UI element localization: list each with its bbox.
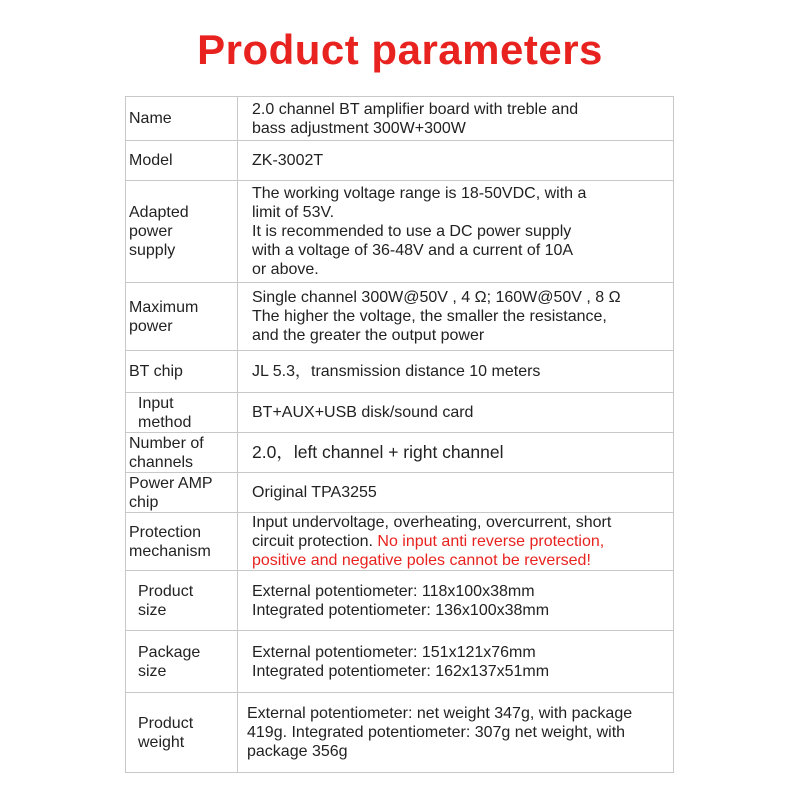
row-value-weight [238, 693, 674, 773]
value-line: limit of 53V. [252, 204, 335, 221]
label-line: size [138, 601, 167, 619]
label-line: mechanism [129, 542, 211, 560]
row-label-input-method [126, 393, 238, 433]
value-line: JL 5.3，transmission distance 10 meters [252, 363, 541, 380]
value-line: 419g. Integrated potentiometer: 307g net weight, with [247, 724, 626, 741]
row-label-channels [126, 433, 238, 473]
row-label-protection [126, 513, 238, 571]
label-line: method [138, 413, 192, 431]
label-line: supply [129, 242, 176, 259]
value-line: package 356g [247, 743, 348, 760]
value-line: The higher the voltage, the smaller the resistance, [252, 308, 607, 325]
value-line: with a voltage of 36-48V and a current of 10A [252, 242, 574, 259]
value-line: Integrated potentiometer: 136x100x38mm [252, 601, 550, 619]
value-line: The working voltage range is 18-50VDC, with a [252, 185, 587, 202]
table-row-name [126, 97, 674, 141]
table-row-product-size [126, 571, 674, 631]
row-label-model [126, 141, 238, 181]
table-row-power-supply [126, 181, 674, 283]
label-line: channels [129, 453, 194, 471]
row-value-model [238, 141, 674, 181]
row-value-product-size [238, 571, 674, 631]
label-line: Model [129, 152, 173, 169]
value-line: Single channel 300W@50V , 4 Ω; 160W@50V , 8 Ω [252, 289, 621, 306]
row-label-power-supply [126, 181, 238, 283]
value-line: BT+AUX+USB disk/sound card [252, 404, 474, 421]
table-row-amp-chip [126, 473, 674, 513]
value-line: and the greater the output power [252, 327, 485, 344]
label-line: Power AMP [129, 474, 213, 492]
value-text: circuit protection. [252, 533, 378, 550]
row-label-package-size [126, 631, 238, 693]
table-row-package-size [126, 631, 674, 693]
label-line: power [129, 317, 173, 335]
value-line: ZK-3002T [252, 152, 324, 169]
row-label-name [126, 97, 238, 141]
row-value-amp-chip [238, 473, 674, 513]
label-line: power [129, 223, 173, 240]
label-line: weight [138, 733, 185, 751]
table-row-model [126, 141, 674, 181]
label-line: size [138, 662, 167, 680]
row-value-input-method [238, 393, 674, 433]
value-line: Integrated potentiometer: 162x137x51mm [252, 662, 550, 680]
row-value-protection [238, 513, 674, 571]
value-line: or above. [252, 261, 319, 278]
warning-text: No input anti reverse protection, [377, 533, 605, 550]
table-row-channels [126, 433, 674, 473]
label-line: Name [129, 110, 172, 127]
value-line: Input undervoltage, overheating, overcurrent, short [252, 514, 612, 531]
row-label-product-size [126, 571, 238, 631]
label-line: Product [138, 714, 194, 732]
parameters-table [125, 96, 674, 773]
value-line: External potentiometer: 151x121x76mm [252, 643, 536, 661]
row-label-bt-chip [126, 351, 238, 393]
value-line: 2.0 channel BT amplifier board with treble and [252, 100, 579, 118]
row-label-amp-chip [126, 473, 238, 513]
row-value-bt-chip [238, 351, 674, 393]
value-line: External potentiometer: net weight 347g, with package [247, 705, 633, 722]
label-line: BT chip [129, 363, 183, 380]
row-value-max-power [238, 283, 674, 351]
label-line: chip [129, 493, 159, 511]
label-line: Package [138, 643, 201, 661]
value-line: bass adjustment 300W+300W [252, 119, 466, 137]
label-line: Adapted [129, 204, 189, 221]
table-row-max-power [126, 283, 674, 351]
table-row-protection [126, 513, 674, 571]
row-value-channels [238, 433, 674, 473]
row-value-name [238, 97, 674, 141]
table-row-weight [126, 693, 674, 773]
label-line: Product [138, 582, 194, 600]
value-line: It is recommended to use a DC power supply [252, 223, 572, 240]
value-line [252, 532, 667, 551]
page-title: Product parameters [197, 26, 603, 73]
value-line: External potentiometer: 118x100x38mm [252, 582, 535, 600]
row-value-power-supply [238, 181, 674, 283]
label-line: Number of [129, 434, 204, 452]
table-row-bt-chip [126, 351, 674, 393]
warning-text: positive and negative poles cannot be reversed! [252, 552, 591, 569]
label-line: Maximum [129, 298, 199, 316]
label-line: Input [138, 394, 174, 412]
row-value-package-size [238, 631, 674, 693]
value-line: 2.0，left channel + right channel [252, 442, 504, 462]
table-row-input-method [126, 393, 674, 433]
row-label-weight [126, 693, 238, 773]
value-line: Original TPA3255 [252, 484, 377, 501]
row-label-max-power [126, 283, 238, 351]
label-line: Protection [129, 523, 202, 541]
